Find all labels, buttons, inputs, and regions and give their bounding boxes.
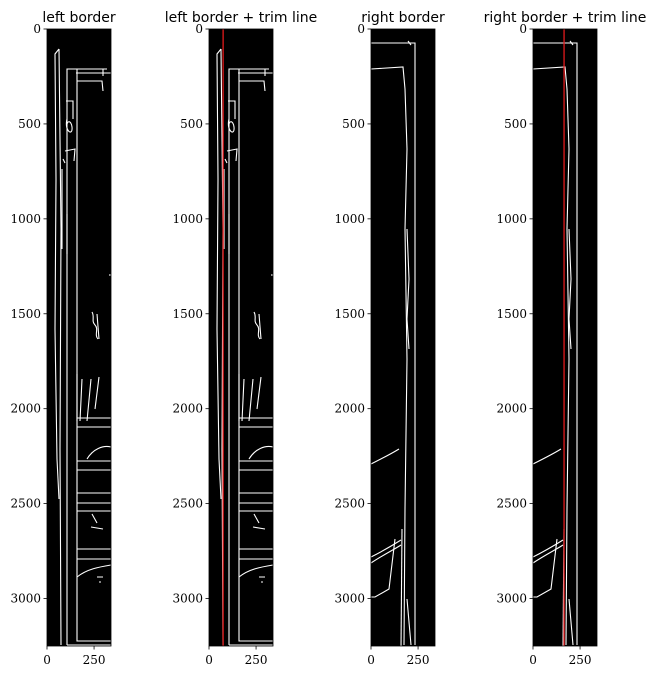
y-tick-label: 500 [342, 116, 365, 131]
y-tick-label: 1000 [334, 211, 365, 226]
panel-right-border [334, 10, 445, 667]
image-area [209, 29, 273, 646]
y-tick-label: 500 [18, 116, 41, 131]
y-tick-label: 2500 [172, 496, 203, 511]
y-tick-label: 500 [504, 116, 527, 131]
y-axis [496, 22, 533, 606]
x-axis [367, 646, 429, 667]
y-axis [172, 22, 209, 606]
y-tick-label: 1000 [10, 211, 41, 226]
x-tick-label: 250 [568, 653, 592, 667]
y-tick-label: 2000 [10, 401, 41, 416]
x-tick-label: 0 [205, 653, 213, 667]
y-axis [334, 22, 371, 606]
y-tick-label: 2500 [10, 496, 41, 511]
y-tick-label: 1500 [334, 306, 365, 321]
image-area [47, 29, 111, 646]
y-tick-label: 2000 [172, 401, 203, 416]
y-tick-label: 1500 [10, 306, 41, 321]
y-tick-label: 3000 [10, 591, 41, 606]
y-tick-label: 1000 [172, 211, 203, 226]
y-tick-label: 500 [180, 116, 203, 131]
y-tick-label: 1500 [496, 306, 527, 321]
panel-left-border-trim [165, 10, 317, 667]
x-tick-label: 0 [529, 653, 537, 667]
y-tick-label: 0 [195, 22, 203, 36]
x-tick-label: 0 [43, 653, 51, 667]
panel-title: left border + trim line [164, 10, 318, 26]
panel-title: right border + trim line [483, 10, 647, 26]
x-axis [205, 646, 267, 667]
x-tick-label: 250 [244, 653, 268, 667]
y-tick-label: 0 [519, 22, 527, 36]
image-area [371, 29, 435, 646]
x-axis [43, 646, 105, 667]
y-axis [10, 22, 47, 606]
y-tick-label: 3000 [334, 591, 365, 606]
y-tick-label: 2500 [496, 496, 527, 511]
y-tick-label: 3000 [172, 591, 203, 606]
x-axis [529, 646, 591, 667]
y-tick-label: 3000 [496, 591, 527, 606]
panel-right-border-trim [484, 10, 647, 667]
image-area [533, 29, 597, 646]
y-tick-label: 0 [357, 22, 365, 36]
x-tick-label: 250 [82, 653, 106, 667]
y-tick-label: 1000 [496, 211, 527, 226]
y-tick-label: 2500 [334, 496, 365, 511]
y-tick-label: 2000 [334, 401, 365, 416]
y-tick-label: 1500 [172, 306, 203, 321]
panel-left-border [10, 10, 115, 667]
y-tick-label: 2000 [496, 401, 527, 416]
x-tick-label: 0 [367, 653, 375, 667]
panel-title: left border [42, 10, 116, 26]
x-tick-label: 250 [406, 653, 430, 667]
y-tick-label: 0 [33, 22, 41, 36]
panel-title: right border [361, 10, 445, 26]
